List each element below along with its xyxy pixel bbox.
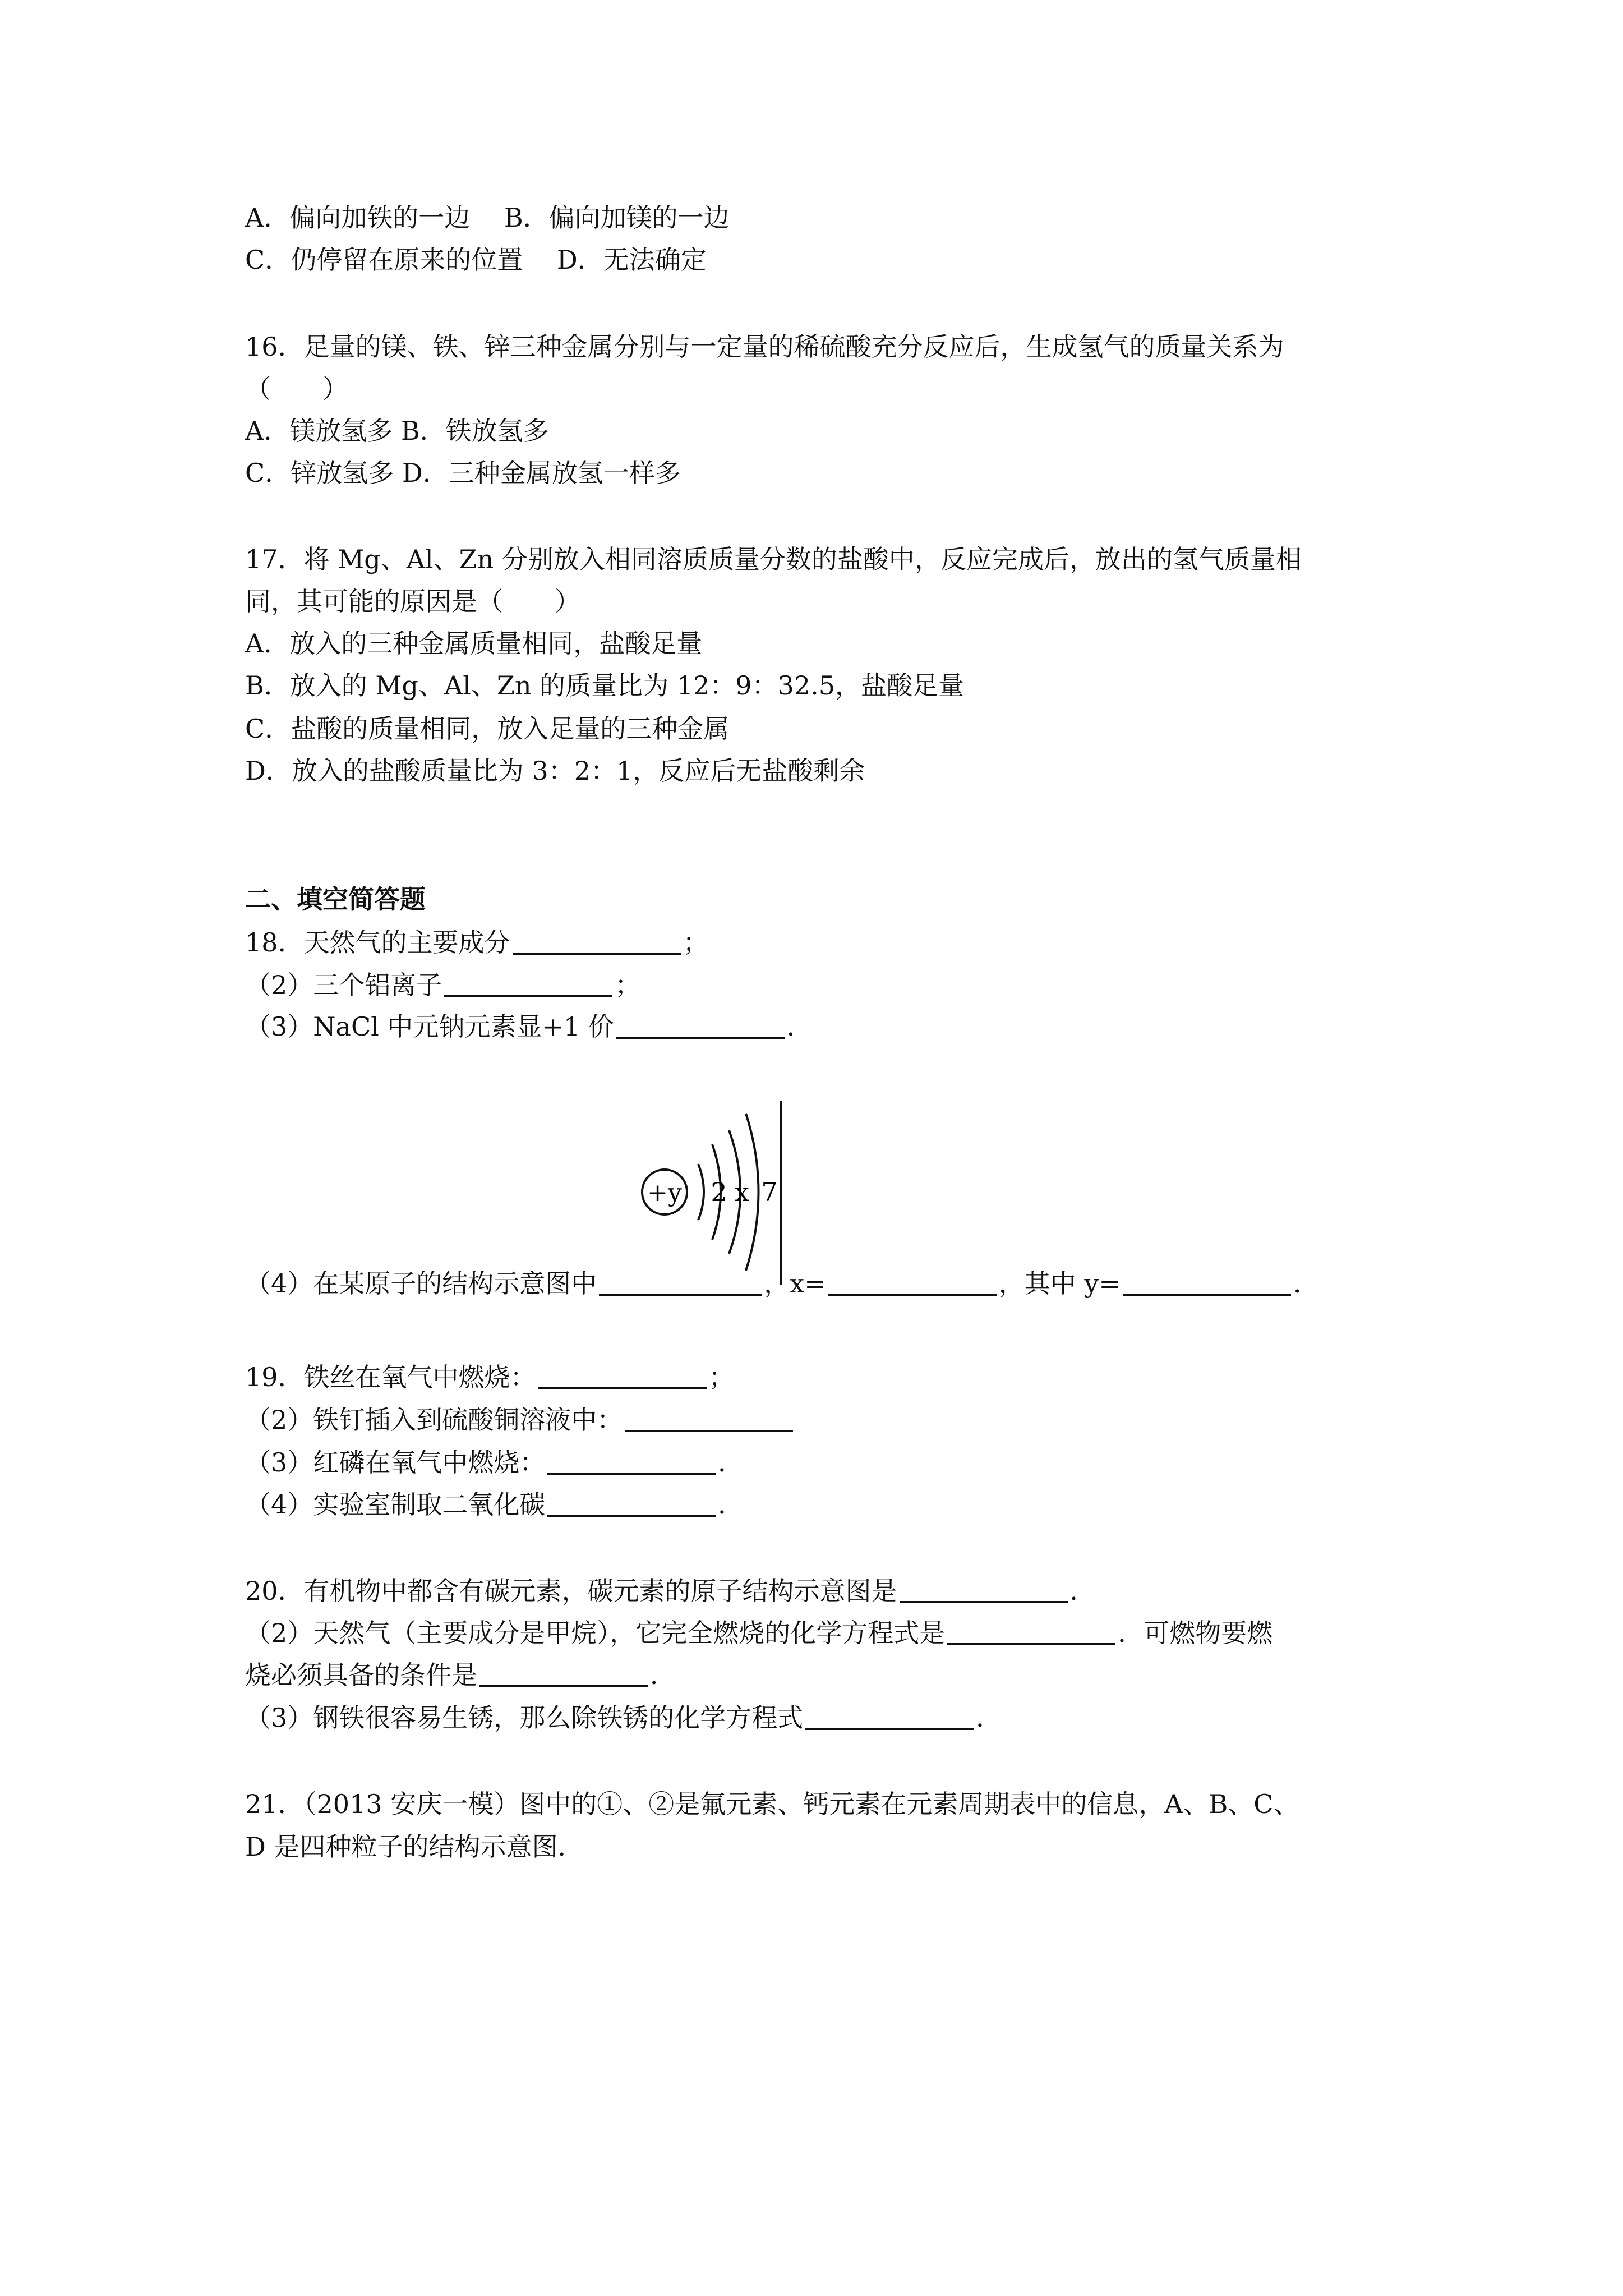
answer-blank[interactable]	[547, 1490, 716, 1517]
shell-3-electrons: 7	[761, 1177, 778, 1207]
q20-line-1	[245, 1574, 1096, 1608]
punct: ．	[718, 1489, 744, 1520]
q18-line-3	[245, 1010, 813, 1043]
punct: ．	[1069, 1576, 1096, 1606]
answer-blank-y[interactable]	[1123, 1269, 1291, 1296]
q19-line-1-text: 19．铁丝在氧气中燃烧：	[245, 1362, 536, 1392]
answer-blank[interactable]	[538, 1363, 707, 1389]
q18-line-4	[245, 1267, 1319, 1300]
shell-2-electrons: x	[735, 1177, 749, 1207]
punct: ；	[708, 1362, 735, 1392]
q20-line-2-end: ．可燃物要燃	[1118, 1618, 1273, 1648]
q17-option-c: C．盐酸的质量相同，放入足量的三种金属	[245, 714, 730, 744]
punct: ；	[615, 970, 641, 1000]
q18-line-2-text: （2）三个铝离子	[245, 970, 442, 1000]
punct: ．	[786, 1011, 813, 1042]
q19-line-2	[245, 1403, 795, 1437]
answer-blank[interactable]	[444, 970, 612, 997]
answer-blank[interactable]	[625, 1405, 793, 1432]
q17-option-b: B．放入的 Mg、Al、Zn 的质量比为 12：9：32.5，盐酸足量	[245, 670, 964, 701]
q17-option-a: A．放入的三种金属质量相同，盐酸足量	[245, 628, 703, 659]
q16-stem-line-1: 16．足量的镁、铁、锌三种金属分别与一定量的稀硫酸充分反应后，生成氢气的质量关系为	[245, 332, 1284, 362]
q21-line-2: D 是四种粒子的结构示意图．	[245, 1832, 584, 1862]
q16-stem-line-2: （ ）	[245, 374, 348, 404]
answer-blank[interactable]	[900, 1576, 1068, 1603]
q18-line-3-text: （3）NaCl 中元钠元素显+1 价	[245, 1011, 614, 1042]
q20-line-2-text: （2）天然气（主要成分是甲烷），它完全燃烧的化学方程式是	[245, 1618, 946, 1648]
atom-structure-diagram	[628, 1097, 785, 1287]
q20-line-3	[245, 1658, 676, 1692]
section-2-title: 二、填空简答题	[245, 884, 426, 914]
q18-line-1	[245, 926, 709, 959]
q19-line-4-text: （4）实验室制取二氧化碳	[245, 1489, 546, 1520]
q20-line-2	[245, 1616, 1272, 1650]
q19-line-3-text: （3）红磷在氧气中燃烧：	[245, 1447, 546, 1478]
q19-line-3	[245, 1446, 744, 1479]
q15-options-line-1: A．偏向加铁的一边 B．偏向加镁的一边	[245, 203, 730, 233]
x-label: ，x=	[764, 1268, 826, 1299]
answer-blank[interactable]	[805, 1703, 974, 1730]
answer-blank[interactable]	[547, 1448, 716, 1475]
q19-line-1	[245, 1360, 735, 1394]
punct: ．	[976, 1703, 1002, 1733]
q16-options-line-2: C．锌放氢多 D．三种金属放氢一样多	[245, 458, 681, 488]
q16-options-line-1: A．镁放氢多 B．铁放氢多	[245, 416, 549, 446]
y-label: ，其中 y=	[998, 1268, 1121, 1299]
q19-line-4	[245, 1488, 744, 1521]
punct: ．	[650, 1660, 676, 1690]
q19-line-2-text: （2）铁钉插入到硫酸铜溶液中：	[245, 1405, 623, 1435]
q20-line-1-text: 20．有机物中都含有碳元素，碳元素的原子结构示意图是	[245, 1576, 897, 1606]
q20-line-4-text: （3）钢铁很容易生锈，那么除铁锈的化学方程式	[245, 1703, 804, 1733]
punct: ．	[718, 1447, 744, 1478]
q18-line-4-text: （4）在某原子的结构示意图中	[245, 1268, 597, 1299]
q18-line-1-text: 18．天然气的主要成分	[245, 927, 510, 958]
punct: ；	[683, 927, 709, 958]
q17-stem-line-2: 同，其可能的原因是（ ）	[245, 586, 580, 616]
diagram-underline	[599, 1269, 762, 1296]
nucleus-charge: +y	[647, 1179, 682, 1207]
q20-line-4	[245, 1701, 1002, 1734]
q21-line-1: 21．（2013 安庆一模）图中的①、②是氟元素、钙元素在元素周期表中的信息，A、B、C、	[245, 1789, 1299, 1819]
shell-arc-1	[698, 1164, 704, 1220]
q17-stem-line-1: 17．将 Mg、Al、Zn 分别放入相同溶质质量分数的盐酸中，反应完成后，放出的氢气质量相	[245, 544, 1302, 574]
answer-blank[interactable]	[513, 928, 681, 955]
answer-blank[interactable]	[479, 1660, 648, 1687]
q20-line-3-text: 烧必须具备的条件是	[245, 1660, 477, 1690]
punct: ．	[1293, 1268, 1319, 1299]
answer-blank[interactable]	[616, 1012, 785, 1039]
answer-blank-x[interactable]	[828, 1269, 997, 1296]
q17-option-d: D．放入的盐酸质量比为 3：2：1，反应后无盐酸剩余	[245, 756, 865, 786]
answer-blank[interactable]	[947, 1618, 1115, 1645]
shell-1-electrons: 2	[711, 1177, 727, 1207]
q18-line-2	[245, 968, 640, 1002]
q15-options-line-2: C．仍停留在原来的位置 D．无法确定	[245, 245, 707, 275]
